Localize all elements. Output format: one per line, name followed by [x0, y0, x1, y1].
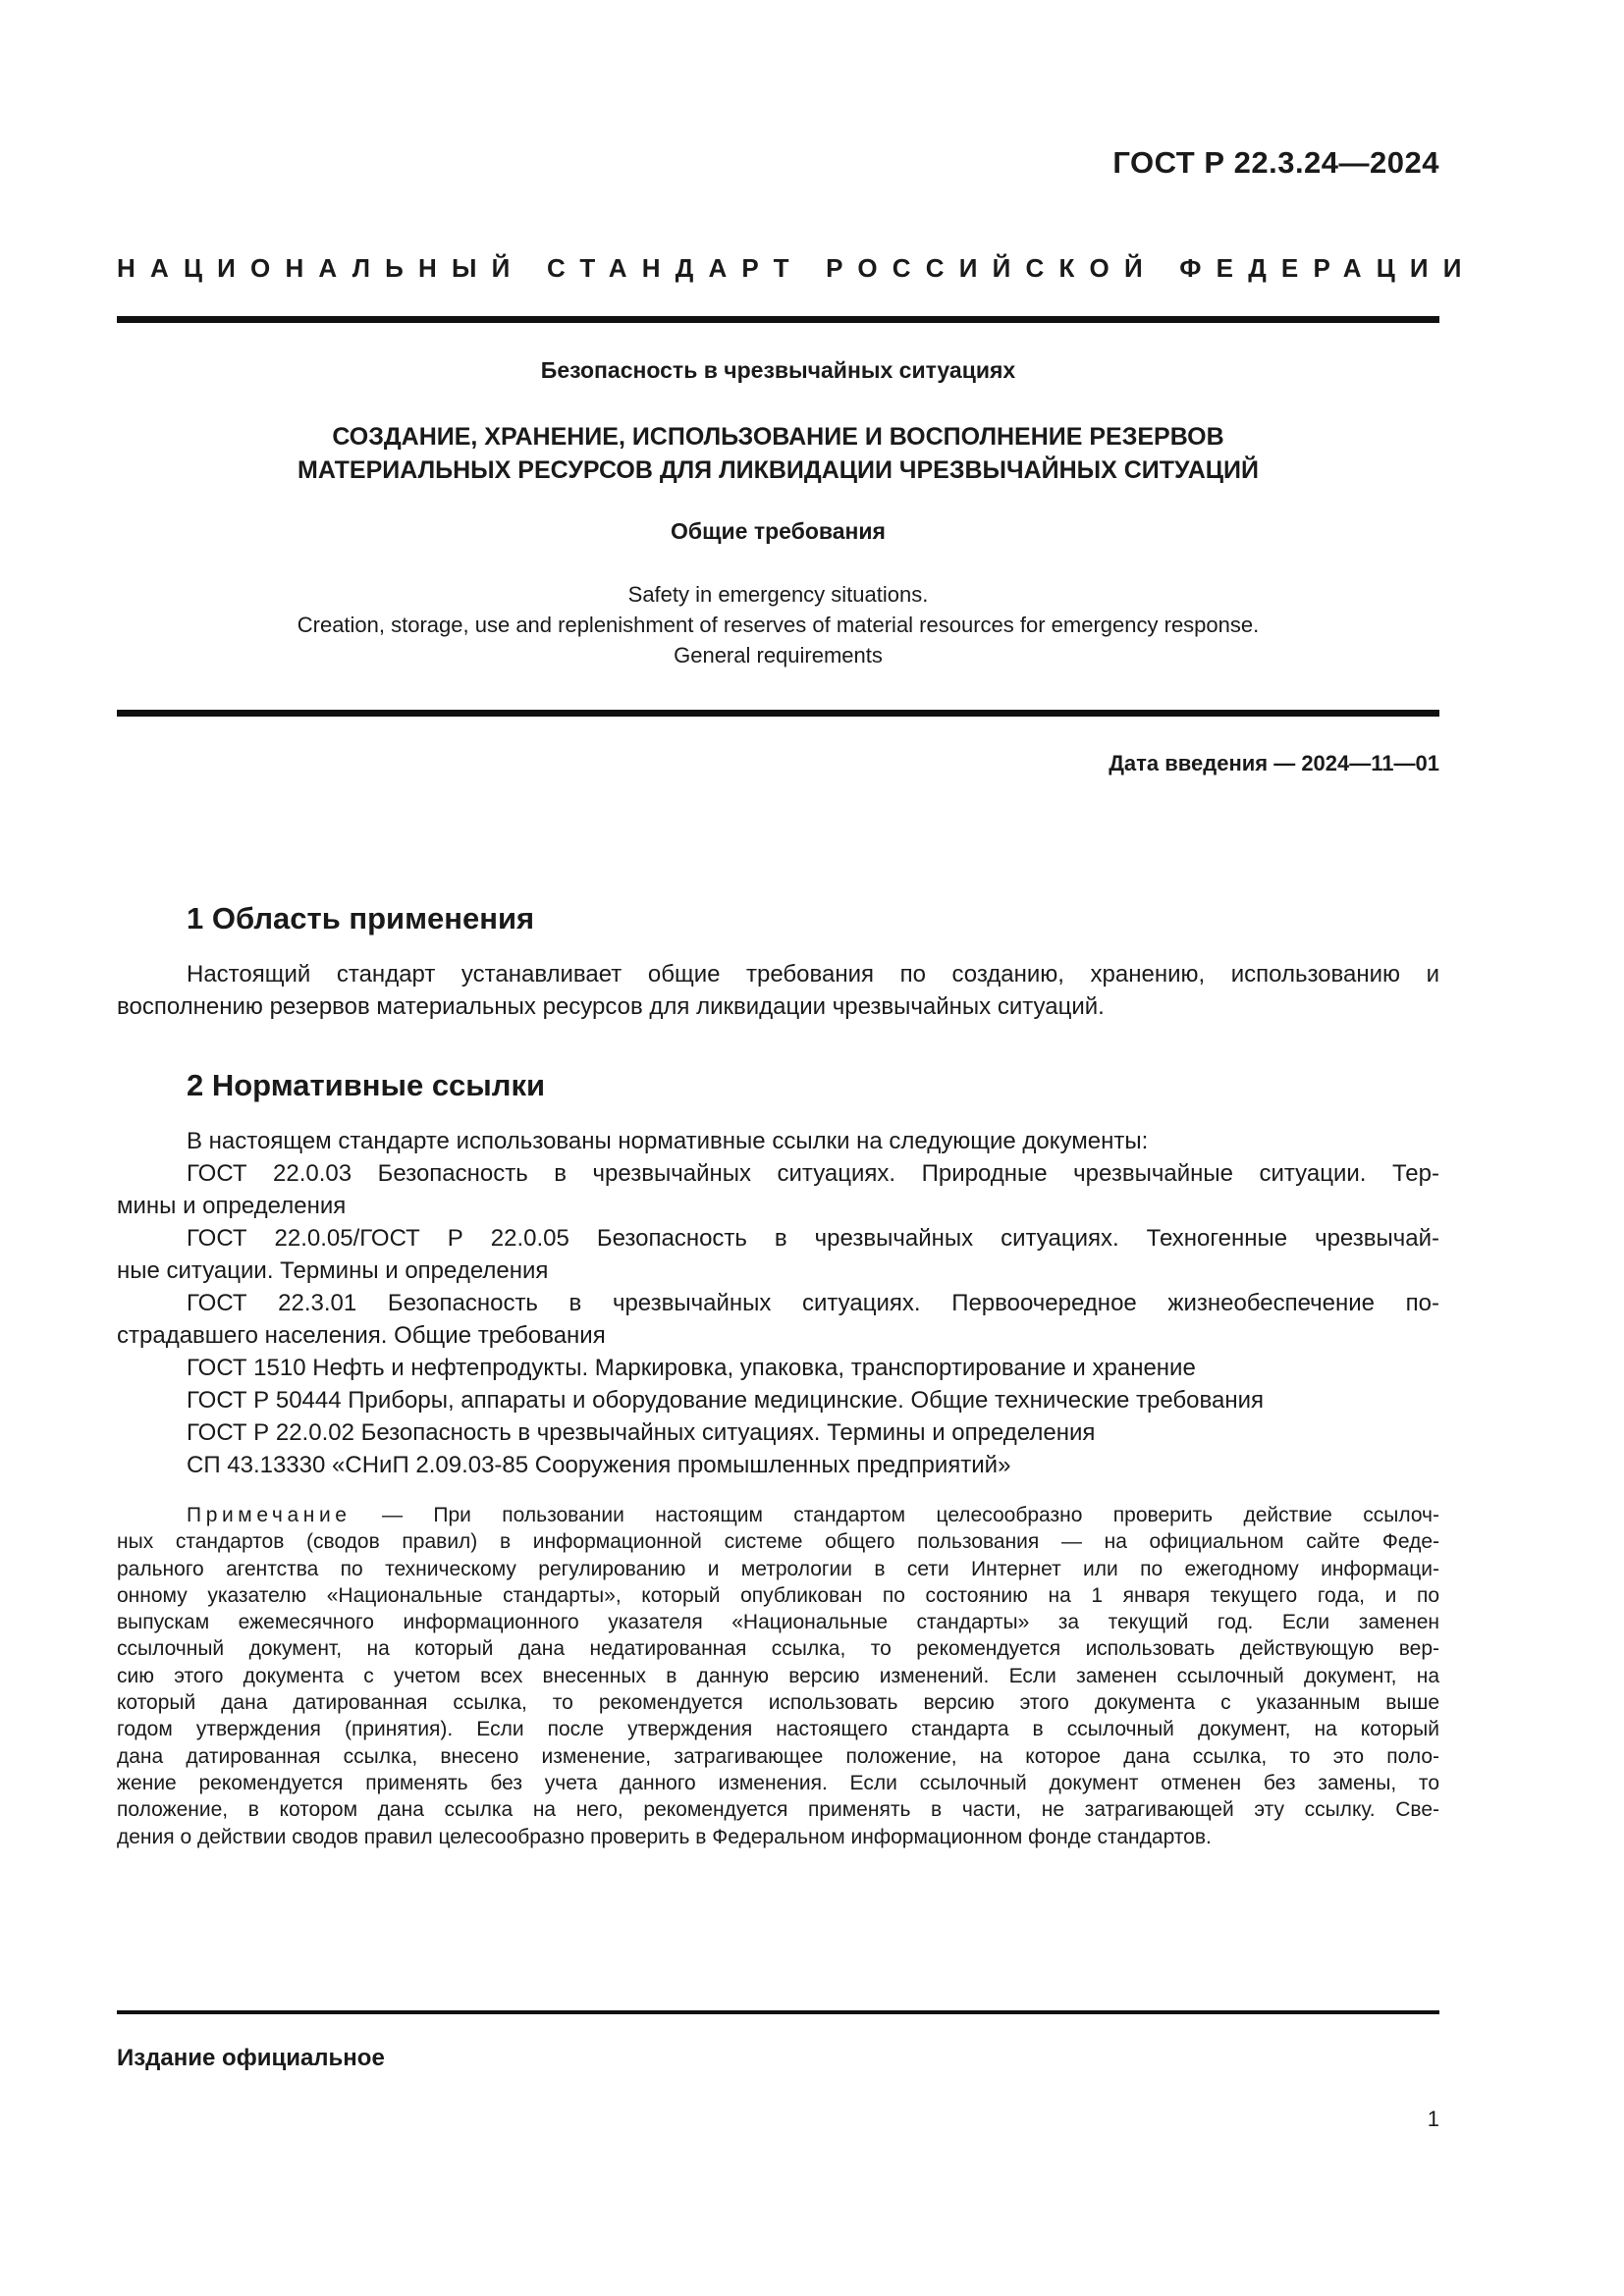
paragraph-line: В настоящем стандарте использованы нормативные ссылки на следующие документы:	[187, 1128, 1149, 1154]
introduction-date: Дата введения — 2024—11—01	[1109, 751, 1439, 775]
national-standard-header: НАЦИОНАЛЬНЫЙ СТАНДАРТ РОССИЙСКОЙ ФЕДЕРАЦИИ	[117, 253, 1477, 283]
title-divider	[117, 710, 1439, 717]
standard-subject: Безопасность в чрезвычайных ситуациях	[540, 357, 1016, 383]
english-title	[117, 579, 1439, 670]
reference-line: страдавшего населения. Общие требования	[117, 1322, 606, 1349]
title-line: МАТЕРИАЛЬНЫХ РЕСУРСОВ ДЛЯ ЛИКВИДАЦИИ ЧРЕЗВЫЧАЙНЫХ СИТУАЦИЙ	[298, 456, 1259, 484]
note-dash: —	[351, 1504, 434, 1526]
section-1-heading: 1 Область применения	[187, 901, 535, 935]
footer-divider	[117, 2010, 1439, 2014]
reference-line: ГОСТ 1510 Нефть и нефтепродукты. Маркировка, упаковка, транспортирование и хранение	[187, 1355, 1196, 1381]
official-edition-label: Издание официальное	[117, 2045, 385, 2071]
standard-title	[117, 420, 1439, 487]
note-block	[117, 1502, 1439, 1850]
note-label: Примечание	[187, 1504, 352, 1526]
page-number: 1	[1427, 2107, 1439, 2131]
note-line: положение, в котором дана ссылка на него, рекомендуется применять в части, не затрагивающей эту ссылку. Све-	[117, 1798, 1439, 1822]
reference-line: ГОСТ 22.0.03 Безопасность в чрезвычайных ситуациях. Природные чрезвычайные ситуации. Тер-	[187, 1160, 1439, 1187]
standard-subtitle: Общие требования	[671, 518, 886, 544]
english-title-line: Safety in emergency situations.	[627, 582, 929, 607]
note-line: дения о действии сводов правил целесообразно проверить в Федеральном информационном фонде стандартов.	[117, 1825, 1212, 1848]
reference-line: ные ситуации. Термины и определения	[117, 1257, 549, 1284]
english-title-line: General requirements	[674, 643, 883, 667]
english-title-line: Creation, storage, use and replenishment of reserves of material resources for emergency response.	[297, 613, 1260, 637]
note-line: ных стандартов (сводов правил) в информационной системе общего пользования — на официальном сайте Феде-	[117, 1530, 1439, 1554]
paragraph-line: восполнению резервов материальных ресурсов для ликвидации чрезвычайных ситуаций.	[117, 993, 1105, 1020]
reference-line: ГОСТ Р 22.0.02 Безопасность в чрезвычайных ситуациях. Термины и определения	[187, 1419, 1096, 1446]
note-line: жение рекомендуется применять без учета данного изменения. Если ссылочный документ отменен без замены, то	[117, 1771, 1439, 1794]
note-line: сию этого документа с учетом всех внесенных в данную версию изменений. Если заменен ссылочный документ, на	[117, 1664, 1439, 1687]
note-line: годом утверждения (принятия). Если после утверждения настоящего стандарта в ссылочный документ, на который	[117, 1718, 1439, 1741]
note-line: выпускам ежемесячного информационного указателя «Национальные стандарты» за текущий год. Если заменен	[117, 1611, 1439, 1634]
title-line: СОЗДАНИЕ, ХРАНЕНИЕ, ИСПОЛЬЗОВАНИЕ И ВОСПОЛНЕНИЕ РЕЗЕРВОВ	[332, 423, 1224, 451]
note-line: рального агентства по техническому регулированию и метрологии в сети Интернет или по ежегодному информаци-	[117, 1557, 1439, 1580]
reference-line: мины и определения	[117, 1193, 347, 1219]
note-line: который дана датированная ссылка, то рекомендуется использовать версию этого документа с указанным выше	[117, 1691, 1439, 1715]
header-divider	[117, 316, 1439, 323]
reference-line: ГОСТ Р 50444 Приборы, аппараты и оборудование медицинские. Общие технические требования	[187, 1387, 1264, 1414]
reference-line: ГОСТ 22.0.05/ГОСТ Р 22.0.05 Безопасность в чрезвычайных ситуациях. Техногенные чрезвычай-	[187, 1225, 1439, 1252]
reference-line: СП 43.13330 «СНиП 2.09.03-85 Сооружения промышленных предприятий»	[187, 1452, 1011, 1478]
note-first-line	[117, 1502, 1439, 1528]
paragraph-line: Настоящий стандарт устанавливает общие требования по созданию, хранению, использованию и	[187, 961, 1439, 988]
note-line: онному указателю «Национальные стандарты», который опубликован по состоянию на 1 января текущего года, и по	[117, 1583, 1439, 1607]
section-2-body	[117, 1125, 1439, 1481]
section-2-heading: 2 Нормативные ссылки	[187, 1068, 546, 1102]
reference-line: ГОСТ 22.3.01 Безопасность в чрезвычайных ситуациях. Первоочередное жизнеобеспечение по-	[187, 1290, 1439, 1316]
note-text: При пользовании настоящим стандартом целесообразно проверить действие ссылоч-	[433, 1504, 1439, 1526]
section-1-body	[117, 958, 1439, 1023]
note-line: дана датированная ссылка, внесено изменение, затрагивающее положение, на которое дана ссылка, то это поло-	[117, 1744, 1439, 1768]
note-line: ссылочный документ, на который дана недатированная ссылка, то рекомендуется использовать действующую вер-	[117, 1637, 1439, 1661]
document-number: ГОСТ Р 22.3.24—2024	[1112, 145, 1439, 180]
